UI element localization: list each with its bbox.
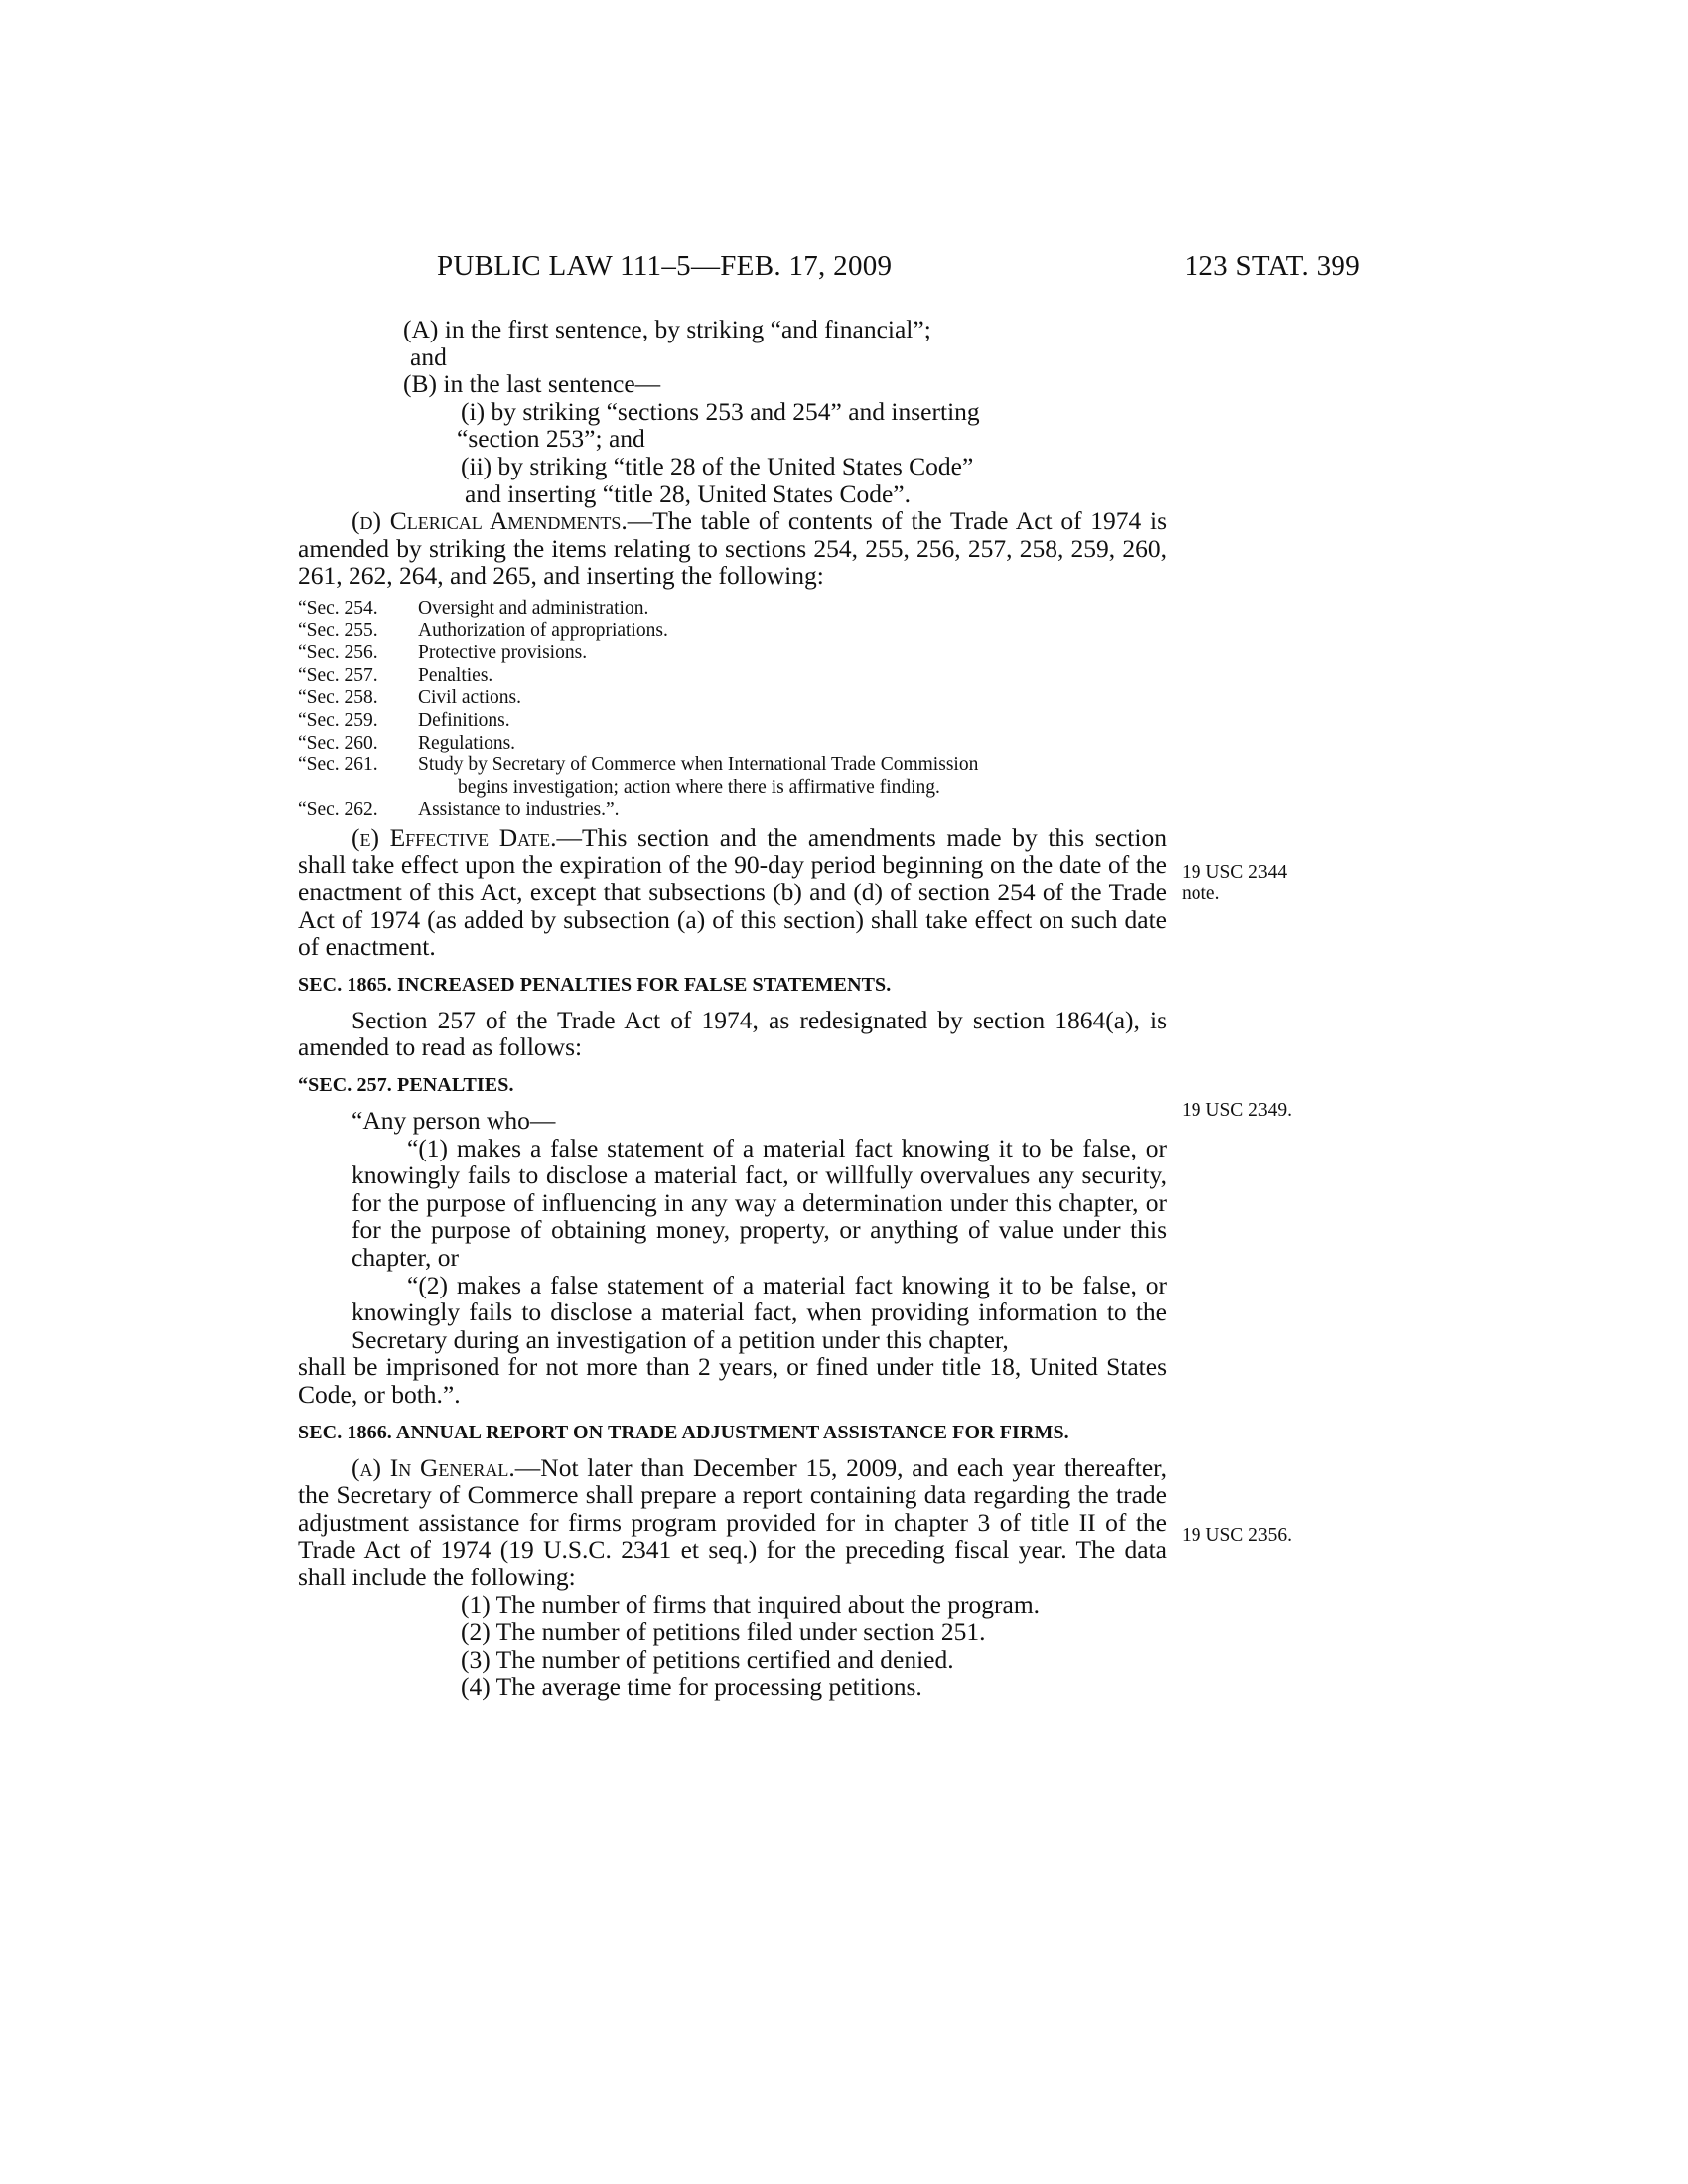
paragraph-2: “(2) makes a false statement of a material fact knowing it to be false, or knowingly fails to disclose a material fact, when providing information to the Secretary during an investigation of a petition under this chapter, [352, 1270, 1167, 1354]
margin-note-19-usc-2344 [1182, 862, 1287, 905]
penalty-text: shall be imprisoned for not more than 2 years, or fined under title 18, United States Code, or both.”. [298, 1352, 1167, 1409]
toc-text: Penalties. [418, 664, 493, 686]
clause-b-i: (i) by striking “sections 253 and 254” and inserting [461, 396, 980, 426]
clause-b-i-cont: “section 253”; and [457, 424, 645, 454]
table-of-contents [298, 598, 1167, 822]
margin-note-19-usc-2349: 19 USC 2349. [1182, 1100, 1293, 1121]
toc-num: “Sec. 257. [298, 664, 378, 686]
any-person-line: “Any person who— [352, 1106, 556, 1136]
toc-num: “Sec. 255. [298, 619, 378, 641]
list-item: (2) The number of petitions filed under section 251. [461, 1617, 986, 1647]
toc-row [298, 733, 1167, 755]
running-head-title: PUBLIC LAW 111–5—FEB. 17, 2009 [437, 250, 893, 282]
subsection-e [298, 824, 1167, 961]
toc-row [298, 687, 1167, 710]
toc-row [298, 642, 1167, 665]
margin-note-line: note. [1182, 884, 1220, 904]
toc-row [298, 665, 1167, 688]
toc-num: “Sec. 259. [298, 709, 378, 731]
list-item: (3) The number of petitions certified and denied. [461, 1644, 954, 1674]
toc-text: Civil actions. [418, 687, 521, 709]
subsection-a-label: (a) In General [352, 1452, 509, 1482]
subsection-d-label: (d) Clerical Amendments [352, 506, 622, 536]
toc-num: “Sec. 254. [298, 597, 378, 618]
page-header [298, 250, 1360, 290]
toc-row-continuation: begins investigation; action where there is affirmative finding. [458, 776, 940, 798]
report-data-items [298, 1591, 1167, 1701]
toc-row [298, 754, 1167, 777]
section-1865-heading: SEC. 1865. INCREASED PENALTIES FOR FALSE STATEMENTS. [298, 973, 892, 996]
toc-num: “Sec. 258. [298, 687, 378, 709]
clause-a: (A) in the first sentence, by striking “and financial”; [403, 315, 931, 343]
clause-b: (B) in the last sentence— [403, 369, 661, 399]
section-257-heading: “SEC. 257. PENALTIES. [298, 1074, 514, 1097]
subsection-d [298, 507, 1167, 590]
page-number: 123 STAT. 399 [1184, 250, 1360, 282]
toc-text: Regulations. [418, 732, 516, 753]
clause-a-cont: and [410, 341, 447, 371]
clause-b-ii-cont: and inserting “title 28, United States Code”. [465, 478, 911, 508]
toc-num: “Sec. 256. [298, 642, 378, 664]
subsection-a-general [298, 1454, 1167, 1591]
list-item: (1) The number of firms that inquired about the program. [461, 1589, 1041, 1619]
body-column [298, 316, 1167, 1701]
toc-row [298, 799, 1167, 822]
toc-num: “Sec. 262. [298, 799, 378, 821]
toc-text: Definitions. [418, 709, 510, 731]
subsection-e-label: (e) Effective Date [352, 822, 551, 852]
subsection-e-body: .—This section and the amendments made by this section shall take effect upon the expiration of the 90-day period beginning on the date of the enactment of this Act, except that subsections (b) and (d) of section 254 of the Trade Act of 1974 (as added by subsection (a) of this section) shall take effect on such date of enactment. [298, 822, 1167, 962]
paragraph-1: “(1) makes a false statement of a material fact knowing it to be false, or knowingly fails to disclose a material fact, or willfully overvalues any security, for the purpose of influencing in any way a determination under this chapter, or for the purpose of obtaining money, property, or anything of value under this chapter, or [352, 1133, 1167, 1272]
section-1865-body: Section 257 of the Trade Act of 1974, as redesignated by section 1864(a), is amended to read as follows: [298, 1005, 1167, 1062]
toc-text: Oversight and administration. [418, 597, 649, 618]
list-item: (4) The average time for processing petitions. [461, 1672, 922, 1702]
margin-note-19-usc-2356: 19 USC 2356. [1182, 1525, 1293, 1546]
toc-text: Protective provisions. [418, 642, 588, 664]
toc-text: Assistance to industries.”. [418, 799, 620, 821]
toc-num: “Sec. 260. [298, 732, 378, 753]
margin-note-line: 19 USC 2344 [1182, 862, 1288, 883]
subsection-d-body: .—The table of contents of the Trade Act of 1974 is amended by striking the items relating to sections 254, 255, 256, 257, 258, 259, 260, 261, 262, 264, and 265, and inserting the following: [298, 506, 1167, 591]
clause-b-ii: (ii) by striking “title 28 of the United States Code” [461, 451, 974, 480]
subsection-a-body: .—Not later than December 15, 2009, and each year thereafter, the Secretary of Commerce shall prepare a report containing data regarding the trade adjustment assistance for firms program provided for in chapter 3 of title II of the Trade Act of 1974 (19 U.S.C. 2341 et seq.) for the preceding fiscal year. The data shall include the following: [298, 1452, 1167, 1591]
section-1866-heading: SEC. 1866. ANNUAL REPORT ON TRADE ADJUSTMENT ASSISTANCE FOR FIRMS. [298, 1421, 1069, 1443]
toc-row [298, 598, 1167, 620]
toc-num: “Sec. 261. [298, 754, 378, 776]
toc-text: Study by Secretary of Commerce when International Trade Commission [418, 754, 979, 776]
toc-row [298, 620, 1167, 643]
toc-row [298, 710, 1167, 733]
toc-text: Authorization of appropriations. [418, 619, 668, 641]
